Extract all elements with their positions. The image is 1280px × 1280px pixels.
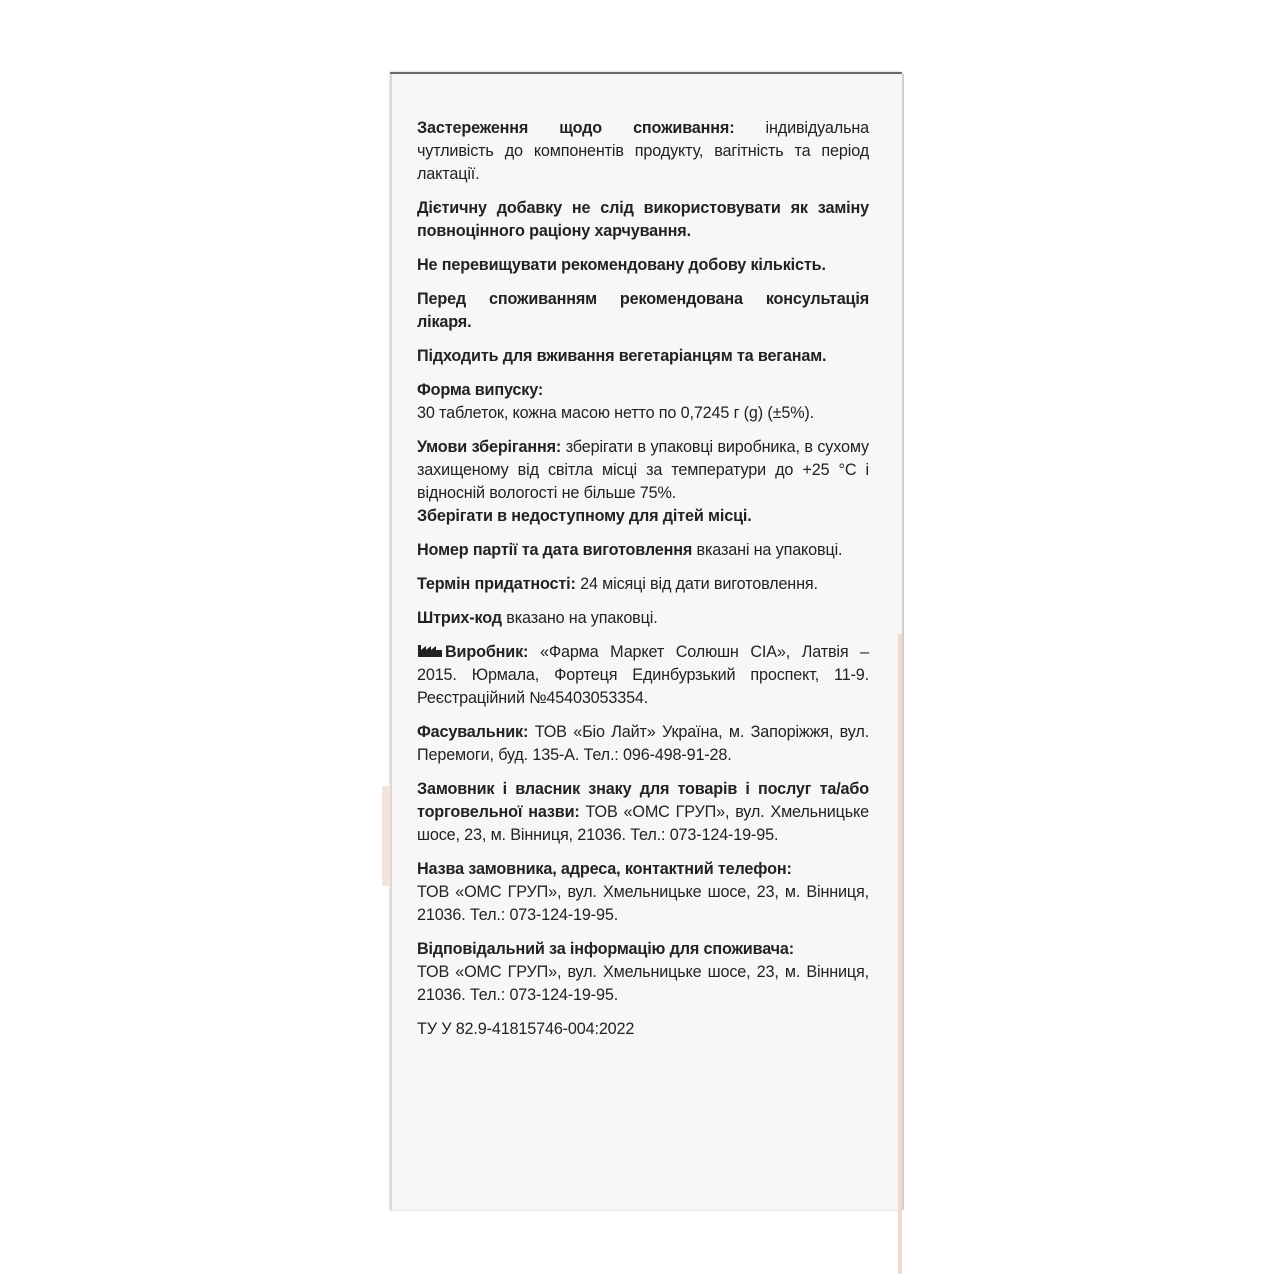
tu-code: ТУ У 82.9-41815746-004:2022 <box>417 1020 635 1038</box>
package-side-panel <box>390 72 902 1210</box>
barcode-heading: Штрих-код <box>417 609 502 627</box>
manufacturer-heading: Виробник: <box>445 643 529 661</box>
warning-text: індивідуальна чутливість до компонентів продукту, вагітність та період лактації. <box>417 119 869 183</box>
owner-heading: Замовник і власник знаку для товарів і послуг та/або торговельної назви: <box>417 780 869 821</box>
shelf-life-paragraph <box>417 573 869 596</box>
form-heading: Форма випуску: <box>417 381 544 399</box>
dose-limit-text: Не перевищувати рекомендовану добову кількість. <box>417 256 826 274</box>
barcode-text: вказано на упаковці. <box>506 609 658 627</box>
responsible-text: ТОВ «ОМС ГРУП», вул. Хмельницьке шосе, 23, м. Вінниця, 21036. Тел.: 073-124-19-95. <box>417 963 869 1004</box>
manufacturer-text: «Фарма Маркет Солюшн СІА», Латвія – 2015. Юрмала, Фортеця Единбурзький проспект, 11-9. Реєстраційний №45403053354. <box>417 643 869 707</box>
panel-accent-left <box>382 786 390 886</box>
dose-limit-paragraph <box>417 254 869 277</box>
barcode-paragraph <box>417 607 869 630</box>
batch-paragraph <box>417 539 869 562</box>
panel-right-edge <box>902 74 904 1210</box>
storage-text: зберігати в упаковці виробника, в сухому захищеному від світла місці за температури до +25 °С і відносній вологості не більше 75%. <box>417 438 869 502</box>
form-paragraph <box>417 379 869 425</box>
label-text <box>417 117 869 1052</box>
panel-accent-strip <box>898 634 902 1274</box>
owner-text: ТОВ «ОМС ГРУП», вул. Хмельницьке шосе, 23, м. Вінниця, 21036. Тел.: 073-124-19-95. <box>417 803 869 844</box>
manufacturer-paragraph <box>417 641 869 710</box>
panel-left-edge <box>390 74 392 1210</box>
responsible-heading: Відповідальний за інформацію для споживача: <box>417 940 794 958</box>
responsible-paragraph <box>417 938 869 1007</box>
vegan-text: Підходить для вживання вегетаріанцям та веганам. <box>417 347 827 365</box>
consult-text: Перед споживанням рекомендована консультація лікаря. <box>417 290 869 331</box>
not-substitute-paragraph <box>417 197 869 243</box>
shelf-heading: Термін придатності: <box>417 575 576 593</box>
customer-text: ТОВ «ОМС ГРУП», вул. Хмельницьке шосе, 23, м. Вінниця, 21036. Тел.: 073-124-19-95. <box>417 883 869 924</box>
packer-text: ТОВ «Біо Лайт» Україна, м. Запоріжжя, вул. Перемоги, буд. 135-А. Тел.: 096-498-91-28. <box>417 723 869 764</box>
children-paragraph <box>417 505 869 528</box>
owner-paragraph <box>417 778 869 847</box>
batch-heading: Номер партії та дата виготовлення <box>417 541 693 559</box>
not-substitute-text: Дієтичну добавку не слід використовувати як заміну повноцінного раціону харчування. <box>417 199 869 240</box>
warning-paragraph <box>417 117 869 186</box>
packer-paragraph <box>417 721 869 767</box>
batch-text: вказані на упаковці. <box>696 541 843 559</box>
consult-paragraph <box>417 288 869 334</box>
packer-heading: Фасувальник: <box>417 723 529 741</box>
shelf-text: 24 місяці від дати виготовлення. <box>580 575 818 593</box>
warning-heading: Застереження щодо споживання: <box>417 119 735 137</box>
storage-heading: Умови зберігання: <box>417 438 562 456</box>
form-text: 30 таблеток, кожна масою нетто по 0,7245 г (g) (±5%). <box>417 404 815 422</box>
customer-heading: Назва замовника, адреса, контактний телефон: <box>417 860 792 878</box>
customer-paragraph <box>417 858 869 927</box>
vegan-paragraph <box>417 345 869 368</box>
tu-paragraph <box>417 1018 869 1041</box>
factory-icon <box>417 642 443 658</box>
children-text: Зберігати в недоступному для дітей місці. <box>417 507 752 525</box>
storage-paragraph <box>417 436 869 505</box>
